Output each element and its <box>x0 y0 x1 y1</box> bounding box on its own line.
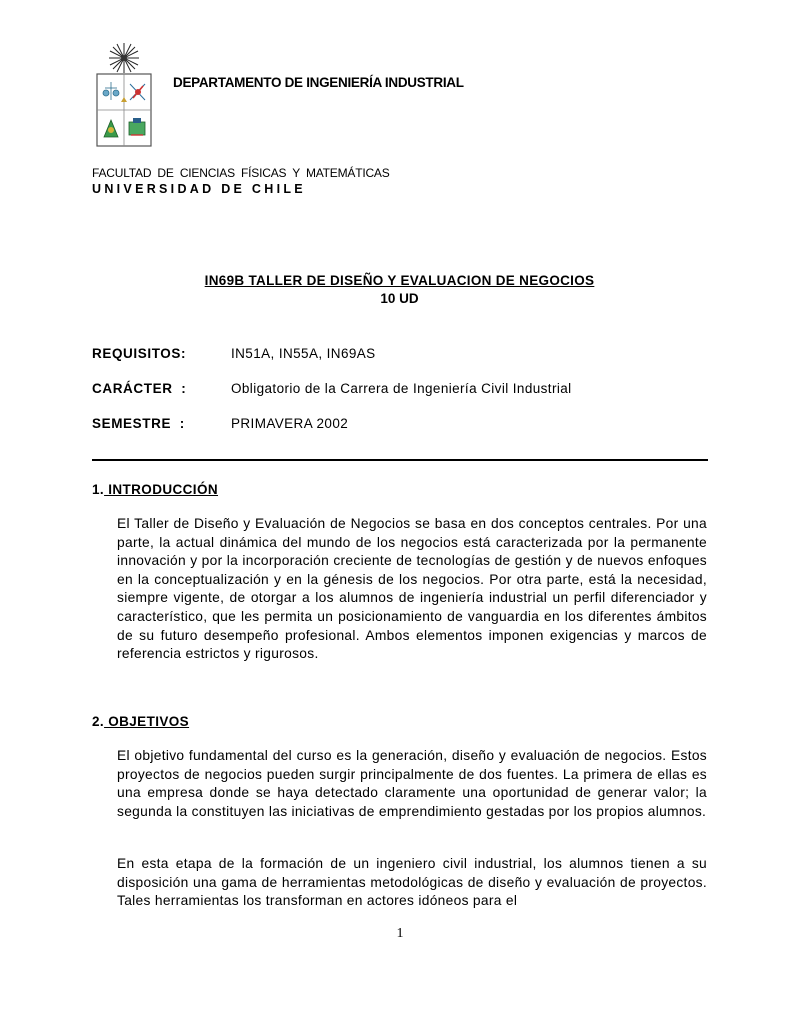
faculty-name: FACULTAD DE CIENCIAS FÍSICAS Y MATEMÁTICAS <box>92 166 390 180</box>
requisitos-label: REQUISITOS: <box>92 346 187 361</box>
caracter-value: Obligatorio de la Carrera de Ingeniería Civil Industrial <box>231 381 572 396</box>
semestre-value: PRIMAVERA 2002 <box>231 416 349 431</box>
objetivos-paragraph-2: En esta etapa de la formación de un ingeniero civil industrial, los alumnos tienen a su disposición una gama de herramientas metodológicas de diseño y evaluación de proyectos. Tales herramientas los transforman en actores idóneos para el <box>117 856 707 909</box>
section-title: OBJETIVOS <box>104 714 190 729</box>
section-divider <box>92 459 708 461</box>
section-title: INTRODUCCIÓN <box>104 482 219 497</box>
page-number: 1 <box>396 926 404 941</box>
course-title: IN69B TALLER DE DISEÑO Y EVALUACION DE NEGOCIOS <box>204 273 595 288</box>
semestre-label: SEMESTRE : <box>92 416 185 431</box>
caracter-label: CARÁCTER : <box>92 381 187 396</box>
section-heading-objetivos <box>92 714 189 729</box>
course-units: 10 UD <box>380 291 419 306</box>
section-number: 2. <box>92 714 105 729</box>
objetivos-paragraph-1: El objetivo fundamental del curso es la generación, diseño y evaluación de negocios. Estos proyectos de negocios pueden surgir principalmente de dos fuentes. La primera de ellas es una empresa donde se haya detectado claramente una oportunidad de generar valor; la segunda la constituyen las iniciativas de emprendimiento gestadas por los propios alumnos. <box>117 748 707 819</box>
requisitos-value: IN51A, IN55A, IN69AS <box>231 346 376 361</box>
introduccion-paragraph: El Taller de Diseño y Evaluación de Negocios se basa en dos conceptos centrales. Por una parte, la actual dinámica del mundo de los negocios está caracterizada por la permanente innovación y por la incorporación creciente de tecnologías de gestión y de nuevos enfoques en la conceptualización y en la génesis de los negocios. Por otra parte, está la necesidad, siempre vigente, de otorgar a los alumnos de ingeniería industrial un perfil diferenciador y característico, que les permita un posicionamiento de vanguardia en los diferentes ámbitos de su futuro desempeño profesional. Ambos elementos imponen exigencias y marcos de referencia estrictos y rigurosos. <box>117 516 707 662</box>
section-number: 1. <box>92 482 105 497</box>
department-name: DEPARTAMENTO DE INGENIERÍA INDUSTRIAL <box>173 75 464 90</box>
university-crest-icon <box>95 40 153 150</box>
section-heading-introduccion <box>92 482 218 497</box>
university-name: UNIVERSIDAD DE CHILE <box>92 182 306 196</box>
